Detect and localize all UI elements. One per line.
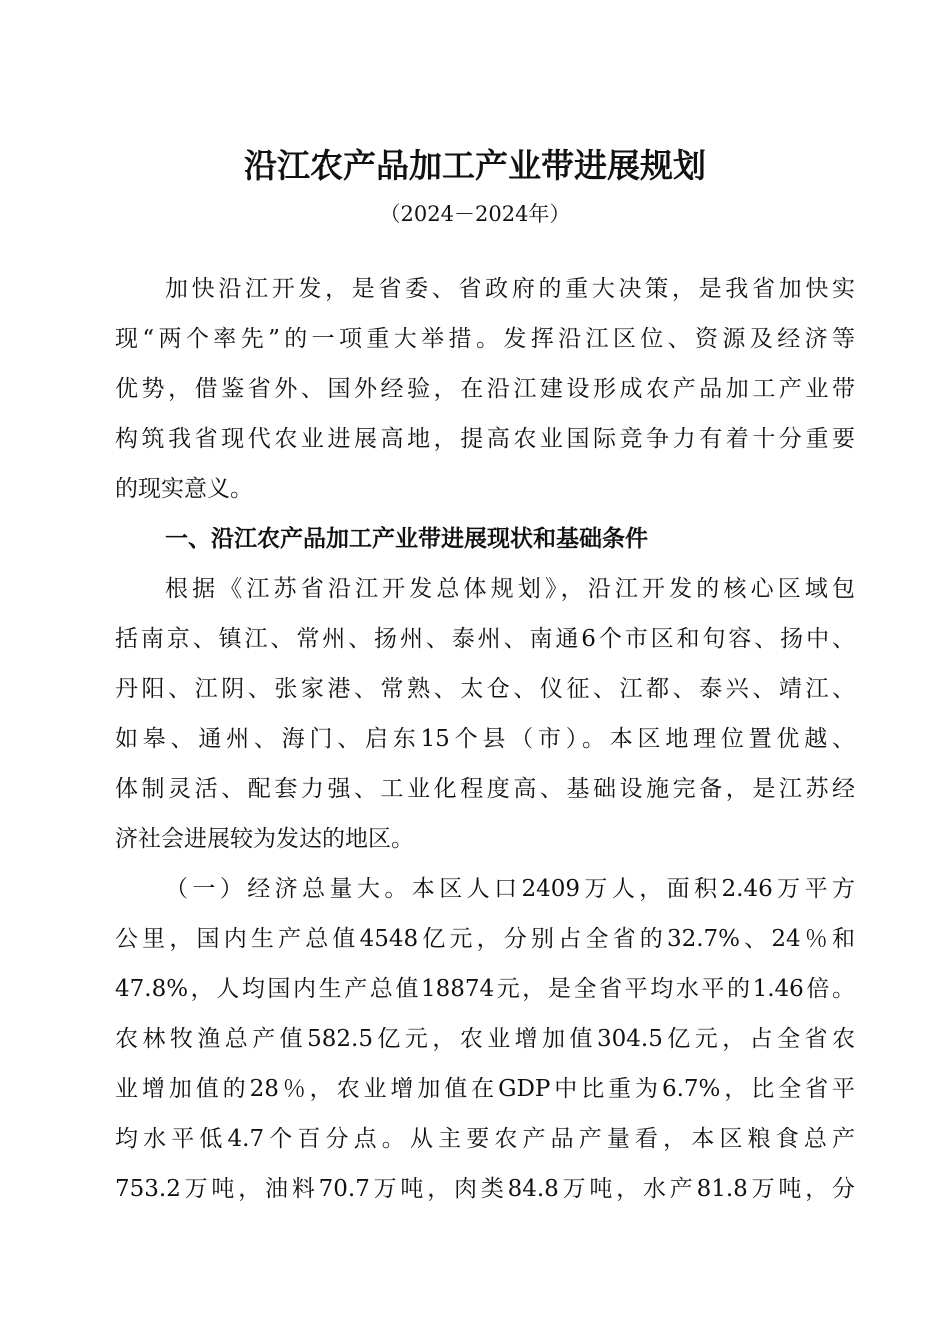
paragraph-line: 均水平低4.7个百分点。从主要农产品产量看，本区粮食总产 [115, 1126, 855, 1152]
paragraph-line: 47.8%，人均国内生产总值18874元，是全省平均水平的1.46倍。 [115, 976, 855, 1002]
paragraph-line: 优势，借鉴省外、国外经验，在沿江建设形成农产品加工产业带 [115, 376, 855, 402]
document-subtitle: （2024－2024年） [379, 202, 571, 226]
paragraph-line: 丹阳、江阴、张家港、常熟、太仓、仪征、江都、泰兴、靖江、 [115, 676, 855, 702]
paragraph-line: 构筑我省现代农业进展高地，提高农业国际竞争力有着十分重要 [115, 426, 855, 452]
section-heading: 一、沿江农产品加工产业带进展现状和基础条件 [165, 526, 648, 552]
paragraph-line: 括南京、镇江、常州、扬州、泰州、南通6个市区和句容、扬中、 [115, 626, 855, 652]
paragraph-line: 公里，国内生产总值4548亿元，分别占全省的32.7%、24％和 [115, 926, 855, 952]
paragraph-line: 加快沿江开发，是省委、省政府的重大决策，是我省加快实 [165, 276, 855, 302]
paragraph-line: 农林牧渔总产值582.5亿元，农业增加值304.5亿元，占全省农 [115, 1026, 855, 1052]
paragraph-line: 济社会进展较为发达的地区。 [115, 826, 414, 852]
paragraph-line: 753.2万吨，油料70.7万吨，肉类84.8万吨，水产81.8万吨，分 [115, 1176, 855, 1202]
paragraph-line: 的现实意义。 [115, 476, 253, 502]
paragraph-line: 现“两个率先”的一项重大举措。发挥沿江区位、资源及经济等 [115, 326, 855, 352]
paragraph-line: 如皋、通州、海门、启东15个县（市）。本区地理位置优越、 [115, 726, 855, 752]
paragraph-line: （一）经济总量大。本区人口2409万人，面积2.46万平方 [165, 876, 855, 902]
document-title: 沿江农产品加工产业带进展规划 [244, 146, 706, 185]
paragraph-line: 根据《江苏省沿江开发总体规划》，沿江开发的核心区域包 [165, 576, 855, 602]
paragraph-line: 体制灵活、配套力强、工业化程度高、基础设施完备，是江苏经 [115, 776, 855, 802]
paragraph-line: 业增加值的28％，农业增加值在GDP中比重为6.7%，比全省平 [115, 1076, 855, 1102]
